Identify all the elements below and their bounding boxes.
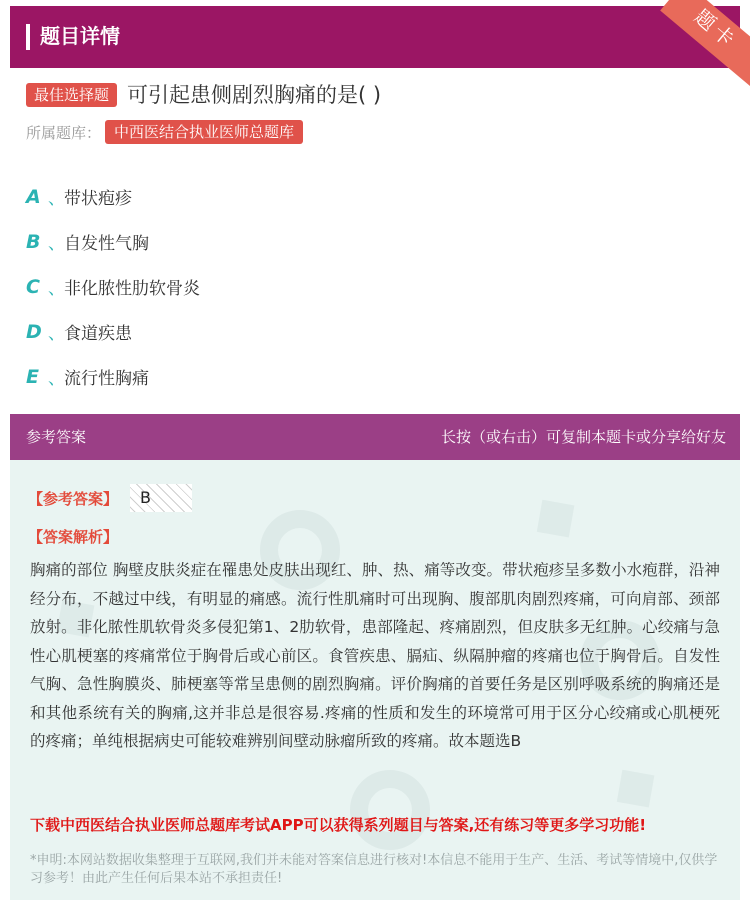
option-letter: B <box>26 230 41 253</box>
option-separator: 、 <box>48 369 65 389</box>
answer-tag: 【参考答案】 <box>28 489 119 508</box>
option-separator: 、 <box>48 279 65 299</box>
option-c[interactable] <box>26 264 200 309</box>
option-text: 食道疾患 <box>64 324 132 344</box>
explanation-tag: 【答案解析】 <box>28 528 119 546</box>
answer-header <box>10 414 740 460</box>
page-title: 题目详情 <box>40 24 120 48</box>
bank-link[interactable]: 中西医结合执业医师总题库 <box>105 120 303 144</box>
option-text: 带状疱疹 <box>64 189 132 209</box>
bank-label: 所属题库： <box>26 123 102 142</box>
share-hint: 长按（或右击）可复制本题卡或分享给好友 <box>440 428 726 446</box>
app-promo-link[interactable]: 下载中西医结合执业医师总题库考试APP可以获得系列题目与答案,还有练习等更多学习功能! <box>30 816 647 834</box>
option-separator: 、 <box>48 189 65 209</box>
option-b[interactable] <box>26 219 200 264</box>
options-list <box>26 174 200 399</box>
option-a[interactable] <box>26 174 200 219</box>
option-letter: D <box>26 320 42 343</box>
option-text: 流行性胸痛 <box>64 369 149 389</box>
option-text: 非化脓性肋软骨炎 <box>64 279 200 299</box>
disclaimer-text: *申明:本网站数据收集整理于互联网,我们并未能对答案信息进行核对!本信息不能用于生产、生活、考试等情境中,仅供学习参考！由此产生任何后果本站不承担责任! <box>30 853 718 886</box>
option-text: 自发性气胸 <box>64 234 149 254</box>
option-separator: 、 <box>48 324 65 344</box>
explanation-text: 胸痛的部位 胸壁皮肤炎症在罹患处皮肤出现红、肿、热、痛等改变。带状疱疹呈多数小水疱群，沿神经分布，不越过中线，有明显的痛感。流行性肌痛时可出现胸、腹部肌肉剧烈疼痛，可向肩部、颈部放射。非化脓性肌软骨炎多侵犯第1、2肋软骨，患部隆起、疼痛剧烈，但皮肤多无红肿。心绞痛与急性心肌梗塞的疼痛常位于胸骨后或心前区。食管疾患、膈疝、纵隔肿瘤的疼痛也位于胸骨后。自发性气胸、急性胸膜炎、肺梗塞等常呈患侧的剧烈胸痛。评价胸痛的首要任务是区别呼吸系统的胸痛还是和其他系统有关的胸痛,这并非总是很容易.疼痛的性质和发生的环境常可用于区分心绞痛或心肌梗死的疼痛；单纯根据病史可能较难辨别间壁动脉瘤所致的疼痛。故本题选B <box>30 561 720 750</box>
question-type-badge: 最佳选择题 <box>26 83 117 107</box>
header-accent-bar <box>26 24 30 50</box>
option-d[interactable] <box>26 309 200 354</box>
question-text: 可引起患侧剧烈胸痛的是( ) <box>127 83 382 107</box>
page-header <box>10 6 740 68</box>
watermark-glyph: ◆ <box>34 573 113 657</box>
option-letter: A <box>26 185 41 208</box>
watermark-glyph: ◆ <box>514 473 593 557</box>
option-letter: C <box>26 275 40 298</box>
question-bank-row <box>26 120 303 144</box>
answer-line <box>28 484 192 512</box>
question-row <box>26 82 381 108</box>
option-letter: E <box>26 365 39 388</box>
watermark-glyph: ◆ <box>594 743 673 827</box>
option-e[interactable] <box>26 354 200 399</box>
option-separator: 、 <box>48 234 65 254</box>
ribbon-label: 题卡 <box>689 4 743 54</box>
answer-value: B <box>130 484 192 512</box>
answer-header-title: 参考答案 <box>26 428 87 446</box>
corner-ribbon <box>640 0 750 100</box>
watermark-ring <box>350 770 430 850</box>
answer-body <box>10 460 740 900</box>
